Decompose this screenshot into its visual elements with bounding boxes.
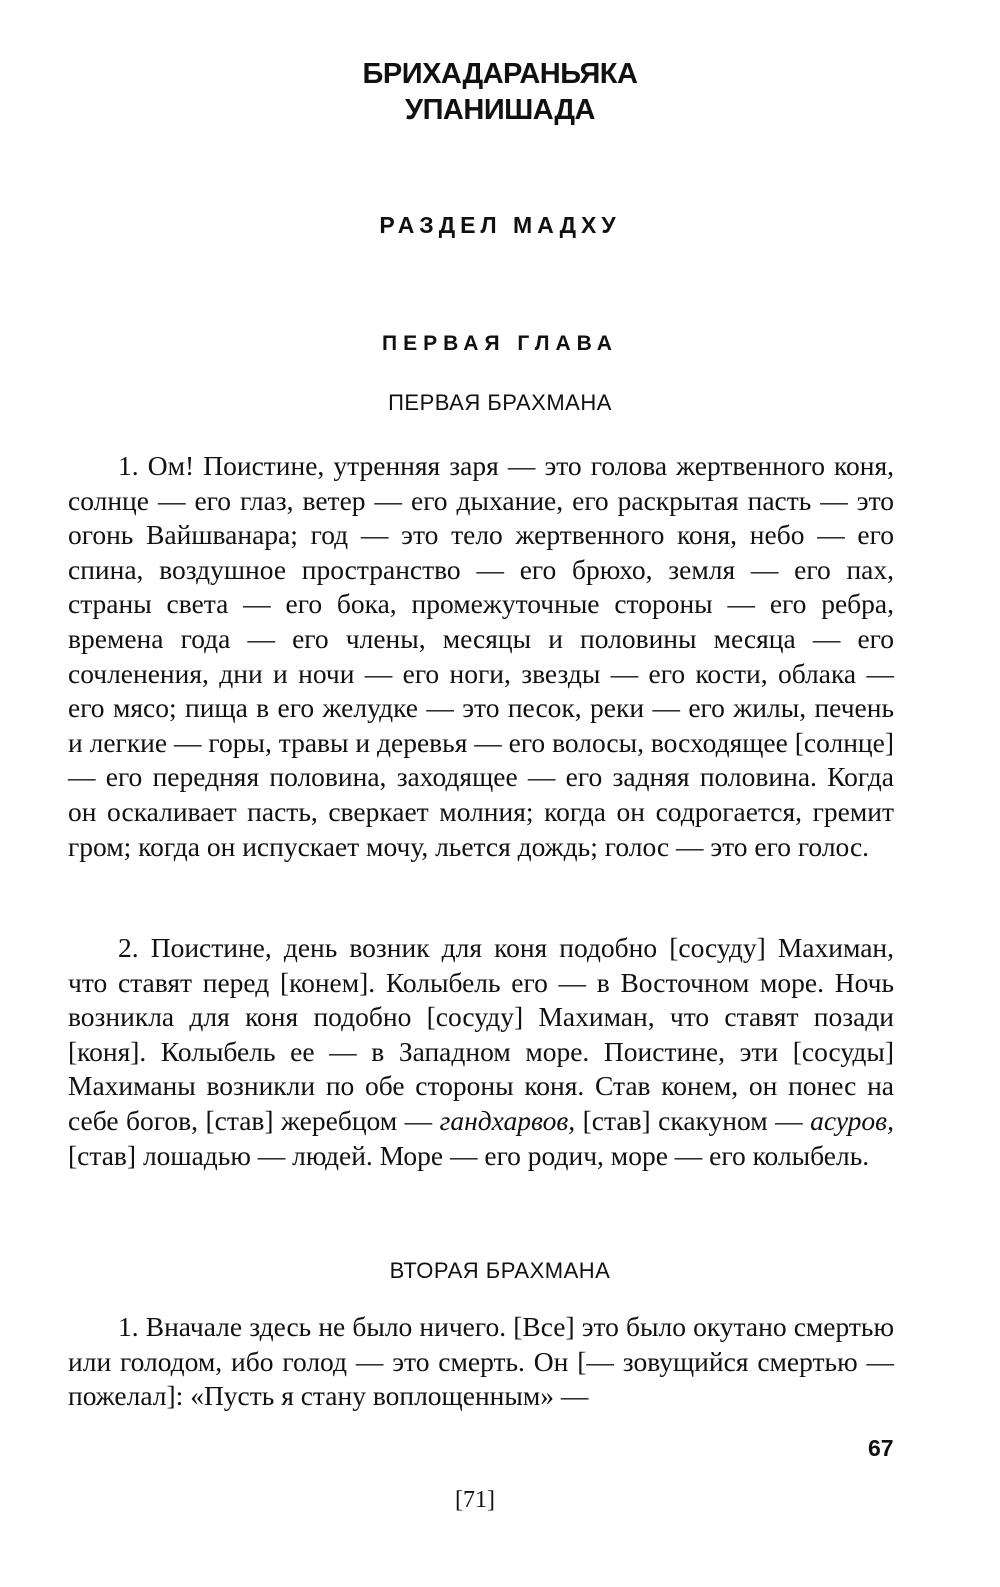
brahmana2-heading: ВТОРАЯ БРАХМАНА xyxy=(389,1258,611,1283)
paragraph-2-italic-asuras: асуров, xyxy=(810,1104,894,1136)
chapter-title: ПЕРВАЯ ГЛАВА xyxy=(382,332,618,355)
upanishad-title-line2: УПАНИШАДА xyxy=(405,94,595,126)
brahmana2-paragraph-1: 1. Вначале здесь не было ничего. [Все] это было окутано смертью или голодом, ибо голод — это смерть. Он [— зовущийся смертью — пожелал]: «Пусть я стану воплощенным» — xyxy=(68,1311,894,1412)
page-number: 67 xyxy=(868,1435,894,1461)
paragraph-2-text-a: 2. Поистине, день возник для коня подобно [сосуду] Махиман, что ставят перед [конем]. Колыбель его — в Восточном море. Ночь возникла для коня подобно [сосуду] Махиман, что ставят позади [коня]. Колыбель ее — в Западном море. Поистине, эти [сосуды] Махиманы возникли по обе стороны коня. Став конем, он понес на себе богов, [став] жеребцом — xyxy=(68,932,894,1136)
brahmana1-paragraph-2 xyxy=(68,931,894,1173)
upanishad-title-line1: БРИХАДАРАНЬЯКА xyxy=(362,58,638,90)
paragraph-2-text-c: [став] лошадью — людей. Море — его родич, море — его колыбель. xyxy=(68,1139,870,1171)
brahmana1-paragraph-1: 1. Ом! Поистине, утренняя заря — это голова жертвенного коня, солнце — его глаз, ветер — его дыхание, его раскрытая пасть — это огонь Вайшванара; год — это тело жертвенного коня, небо — его спина, воздушное пространство — его брюхо, земля — его пах, страны света — его бока, промежуточные стороны — его ребра, времена года — его члены, месяцы и половины месяца — его сочленения, дни и ночи — его ноги, звезды — его кости, облака — его мясо; пища в его желудке — это песок, реки — его жилы, печень и легкие — горы, травы и деревья — его волосы, восходящее [солнце] — его передняя половина, заходящее — его задняя половина. Когда он оскаливает пасть, сверкает молния; когда он содрогается, гремит гром; когда он испускает мочу, льется дождь; голос — это его голос. xyxy=(68,450,894,862)
section-title: РАЗДЕЛ МАДХУ xyxy=(379,212,621,238)
brahmana1-heading: ПЕРВАЯ БРАХМАНА xyxy=(388,390,612,415)
paragraph-2-text-b: [став] скакуном — xyxy=(575,1104,811,1136)
paragraph-2-italic-gandharvas: гандхарвов, xyxy=(439,1104,576,1136)
source-page-marker: [71] xyxy=(455,1487,495,1513)
